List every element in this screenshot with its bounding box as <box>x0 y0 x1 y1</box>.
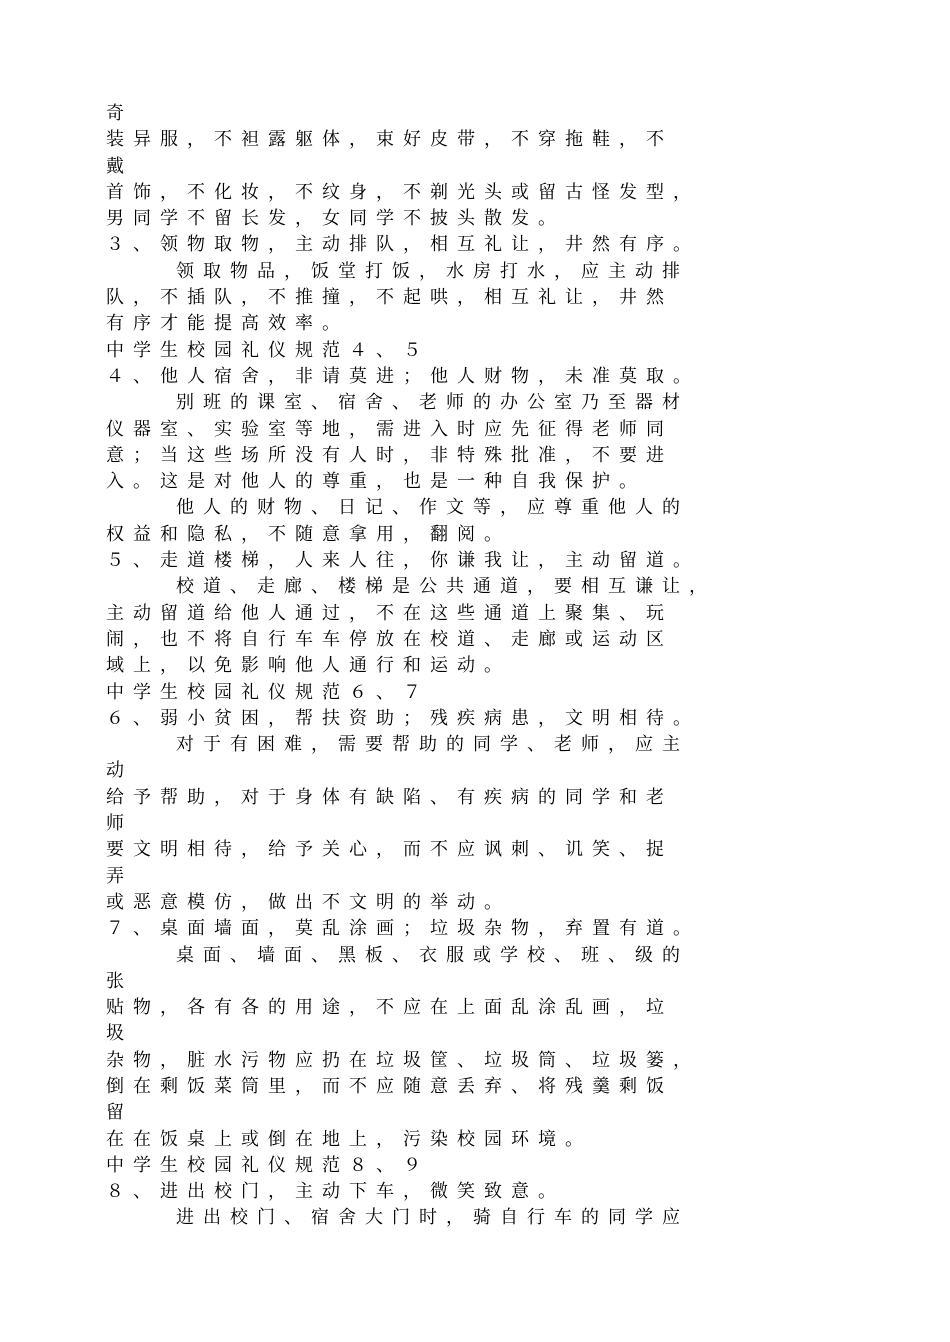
text-line: 域上，以免影响他人通行和运动。 <box>106 655 511 677</box>
text-line: 或恶意模仿，做出不文明的举动。 <box>106 891 511 913</box>
text-line: 圾 <box>106 1023 133 1045</box>
text-line: ８、进出校门，主动下车，微笑致意。 <box>106 1181 565 1203</box>
text-line: ７、桌面墙面，莫乱涂画；垃圾杂物，弃置有道。 <box>106 918 700 940</box>
text-line: 师 <box>106 813 133 835</box>
text-line: 有序才能提高效率。 <box>106 313 349 335</box>
text-line: 进出校门、宿舍大门时，骑自行车的同学应 <box>176 1207 689 1229</box>
text-line: 装异服，不袒露躯体，束好皮带，不穿拖鞋，不 <box>106 129 673 151</box>
text-line: 留 <box>106 1102 133 1124</box>
text-line: 给予帮助，对于身体有缺陷、有疾病的同学和老 <box>106 786 673 808</box>
text-line: 弄 <box>106 865 133 887</box>
text-line: 仪器室、实验室等地，需进入时应先征得老师同 <box>106 418 673 440</box>
text-line: 中学生校园礼仪规范６、７ <box>106 681 430 703</box>
text-line: ５、走道楼梯，人来人往，你谦我让，主动留道。 <box>106 550 700 572</box>
text-line: ４、他人宿舍，非请莫进；他人财物，未准莫取。 <box>106 365 700 387</box>
text-line: 入。这是对他人的尊重，也是一种自我保护。 <box>106 471 646 493</box>
text-line: 在在饭桌上或倒在地上，污染校园环境。 <box>106 1128 592 1150</box>
text-line: 桌面、墙面、黑板、衣服或学校、班、级的 <box>176 944 689 966</box>
text-line: 奇 <box>106 103 133 124</box>
text-line: 倒在剩饭菜筒里，而不应随意丢弃、将残羹剩饭 <box>106 1075 673 1097</box>
text-line: 别班的课室、宿舍、老师的办公室乃至器材 <box>176 392 689 414</box>
text-line: 对于有困难，需要帮助的同学、老师，应主 <box>176 734 689 756</box>
text-line: 校道、走廊、楼梯是公共通道，要相互谦让， <box>176 576 716 598</box>
text-line: ３、领物取物，主动排队，相互礼让，井然有序。 <box>106 234 700 256</box>
text-line: 队，不插队，不推撞，不起哄，相互礼让，井然 <box>106 287 673 309</box>
text-line: 张 <box>106 970 133 992</box>
document-body <box>106 101 856 1232</box>
text-line: 权益和隐私，不随意拿用，翻阅。 <box>106 523 511 545</box>
text-line: 中学生校园礼仪规范８、９ <box>106 1154 430 1176</box>
text-line: 男同学不留长发，女同学不披头散发。 <box>106 208 565 230</box>
text-line: 他人的财物、日记、作文等，应尊重他人的 <box>176 497 689 519</box>
text-line: 贴物，各有各的用途，不应在上面乱涂乱画，垃 <box>106 997 673 1019</box>
text-line: 杂物，脏水污物应扔在垃圾筐、垃圾筒、垃圾篓， <box>106 1049 700 1071</box>
text-line: 闹，也不将自行车车停放在校道、走廊或运动区 <box>106 628 673 650</box>
text-line: 主动留道给他人通过，不在这些通道上聚集、玩 <box>106 602 673 624</box>
text-line: 首饰，不化妆，不纹身，不剃光头或留古怪发型， <box>106 181 700 203</box>
text-line: 动 <box>106 760 133 782</box>
text-line: 意；当这些场所没有人时，非特殊批准，不要进 <box>106 444 673 466</box>
text-line: 中学生校园礼仪规范４、５ <box>106 339 430 361</box>
text-line: 要文明相待，给予关心，而不应讽刺、讥笑、捉 <box>106 839 673 861</box>
text-line: 戴 <box>106 155 133 177</box>
text-line: 领取物品，饭堂打饭，水房打水，应主动排 <box>176 260 689 282</box>
text-line: ６、弱小贫困，帮扶资助；残疾病患，文明相待。 <box>106 707 700 729</box>
